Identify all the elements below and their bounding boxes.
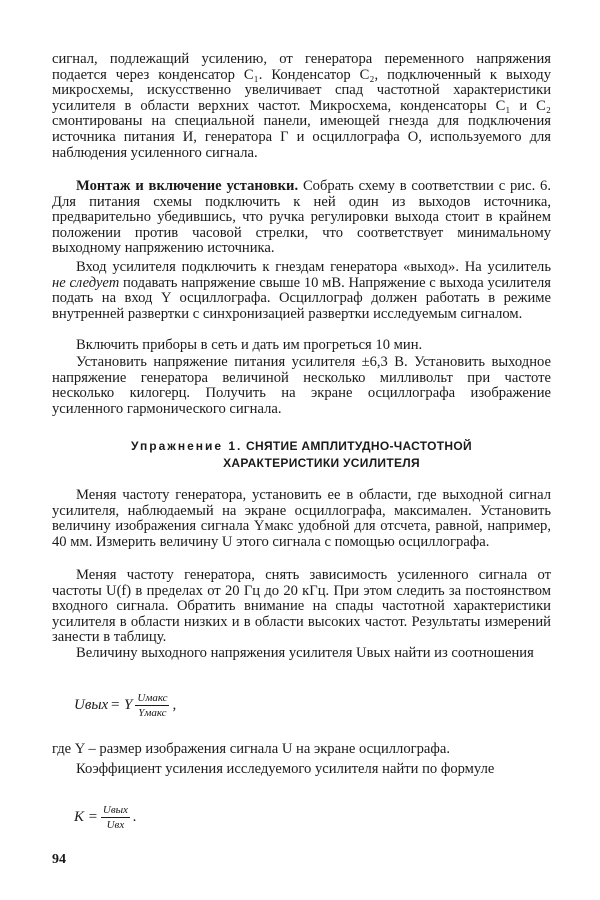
- formula2-lhs: K =: [74, 809, 98, 825]
- formula1-numerator: Uмакс: [137, 692, 168, 704]
- exercise-heading: [52, 438, 551, 472]
- formula1-lhs: Uвых: [74, 697, 109, 713]
- paragraph-circuit-description: сигнал, подлежащий усилению, от генератора переменного напряжения подается через конденсатор C₁. Конденсатор C₂, подключенный к выходу микросхемы, искусственно увеличивает спад частотной характеристики усилителя в области верхних частот. Микросхема, конденсаторы C₁ и C₂ смонтированы на специальной панели, имеющей гнезда для подключения источника питания И, генератора Г и осциллографа О, используемого для наблюдения усиленного сигнала.: [52, 51, 551, 161]
- formula2-tail: .: [132, 809, 137, 825]
- paragraph-gain: Коэффициент усиления исследуемого усилителя найти по формуле: [76, 761, 495, 777]
- paragraph-settings: Установить напряжение питания усилителя ±6,3 В. Установить выходное напряжение генератора величиной несколько милливольт при частоте несколько килогерц. Получить на экране осциллографа изображение усиленного гармонического сигнала.: [52, 354, 551, 417]
- exercise-heading-line1: Упражнение 1. СНЯТИЕ АМПЛИТУДНО-ЧАСТОТНОЙ: [131, 439, 472, 453]
- paragraph-frequency-response: Меняя частоту генератора, снять зависимость усиленного сигнала от частоты U(f) в пределах от 20 Гц до 20 кГц. При этом следить за постоянством входного сигнала. Обратить внимание на спады частотной характеристики усилителя в области низких и в области высоких частот. Результаты измерений занести в таблицу.: [52, 567, 551, 646]
- page-number: 94: [52, 852, 66, 867]
- paragraph-max-signal: Меняя частоту генератора, установить ее в области, где выходной сигнал усилителя, наблюдаемый на экране осциллографа, максимален. Установить величину изображения сигнала Yмакс удобной для отсчета, равной, например, 40 мм. Измерить величину U этого сигнала с помощью осциллографа.: [52, 487, 551, 550]
- paragraph-warmup: Включить приборы в сеть и дать им прогреться 10 мин.: [76, 337, 423, 353]
- formula1-tail: ,: [172, 697, 177, 713]
- formula2-numerator: Uвых: [102, 804, 128, 816]
- formula1-eq: = Y: [110, 697, 133, 713]
- formula1-fraction: [135, 692, 169, 719]
- exercise-heading-line2: ХАРАКТЕРИСТИКИ УСИЛИТЕЛЯ: [223, 456, 420, 470]
- formula2-fraction: [101, 804, 130, 831]
- formula-output-voltage: [74, 692, 176, 719]
- formula-gain: [74, 804, 137, 831]
- paragraph-output-voltage: Величину выходного напряжения усилителя Uвых найти из соотношения: [76, 645, 534, 661]
- paragraph-where-y: где Y – размер изображения сигнала U на экране осциллографа.: [52, 741, 450, 757]
- paragraph-connection: Вход усилителя подключить к гнездам генератора «выход». На усилитель не следует подавать напряжение свыше 10 мВ. Напряжение с выхода усилителя подать на вход Y осциллографа. Осциллограф должен работать в режиме внутренней развертки с синхронизацией развертки исследуемым сигналом.: [52, 259, 551, 322]
- formula2-denominator: Uвх: [106, 819, 125, 831]
- formula1-denominator: Yмакс: [138, 707, 167, 719]
- paragraph-assembly: Монтаж и включение установки. Собрать схему в соответствии с рис. 6. Для питания схемы подключить к ней один из выходов источника, предварительно убедившись, что ручка регулировки выхода стоит в крайнем положении против часовой стрелки, что соответствует минимальному выходному напряжению источника.: [52, 178, 551, 257]
